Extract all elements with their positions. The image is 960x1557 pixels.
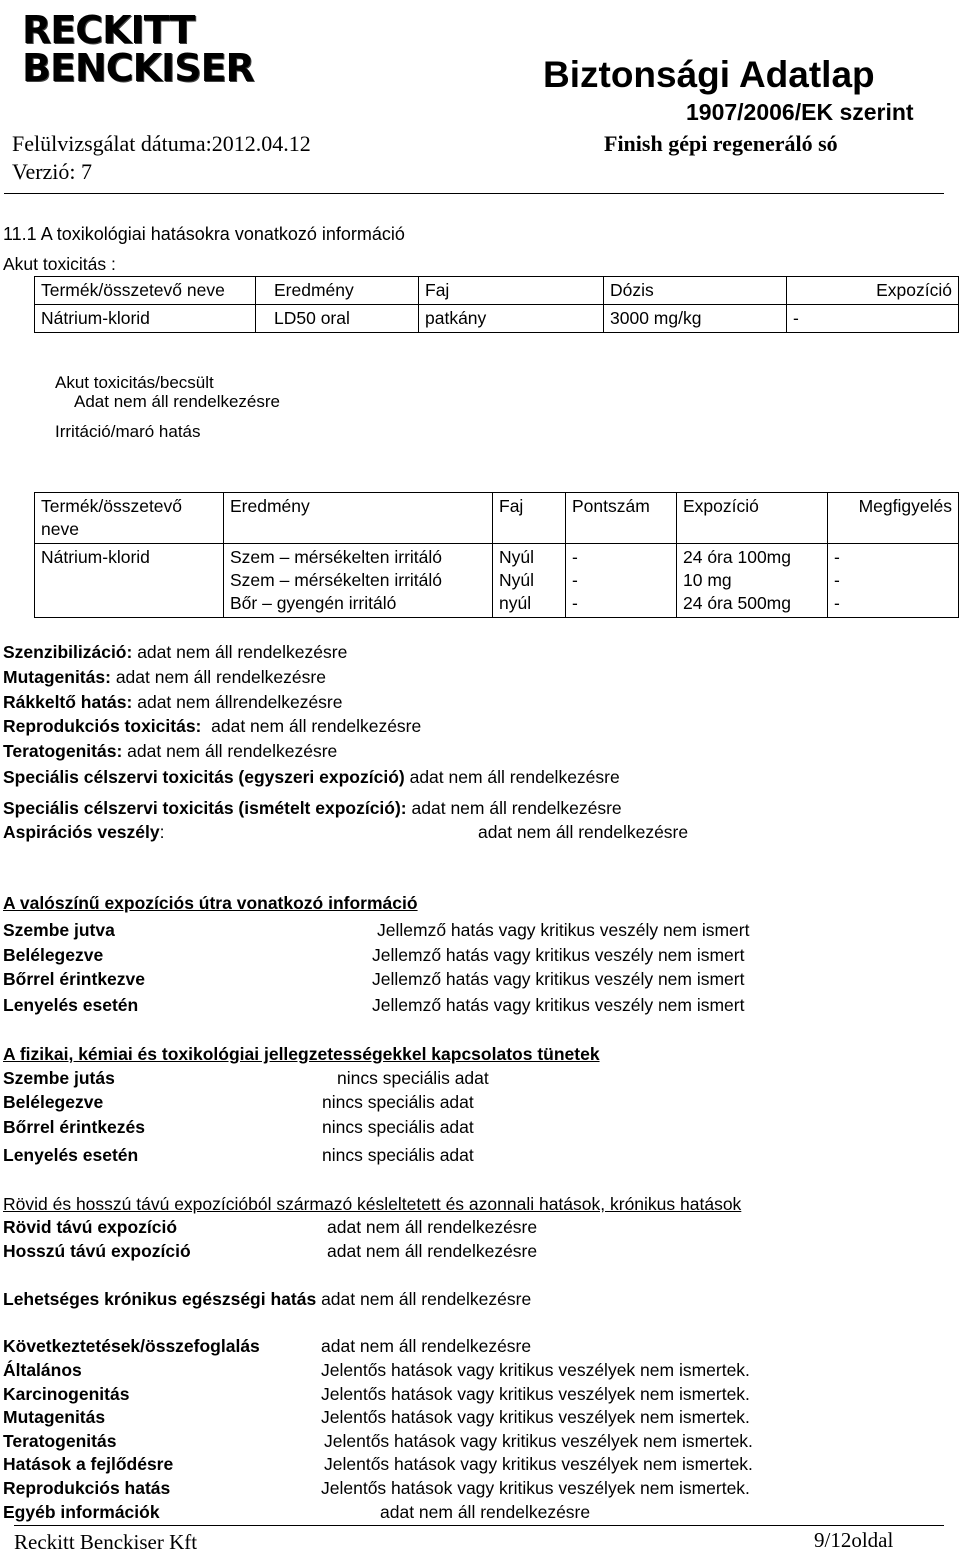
header-divider <box>4 193 944 194</box>
property-row <box>3 822 165 843</box>
conclusion-value: adat nem áll rendelkezésre <box>380 1502 591 1522</box>
regulation-reference: 1907/2006/EK szerint <box>686 99 914 125</box>
result-line: Bőr – gyengén irritáló <box>230 593 397 613</box>
conclusion-value: Jelentős hatások vagy kritikus veszélyek nem ismertek. <box>321 1407 750 1427</box>
property-colon: : <box>159 822 165 842</box>
document-title: Biztonsági Adatlap <box>543 54 875 95</box>
conclusion-label: Teratogenitás <box>3 1431 117 1451</box>
species-line: Nyúl <box>499 547 535 567</box>
score-line: - <box>572 570 578 590</box>
symptoms-heading: A fizikai, kémiai és toxikológiai jellegzetességekkel kapcsolatos tünetek <box>3 1044 600 1064</box>
symptom-label: Lenyelés esetén <box>3 1145 139 1165</box>
conclusion-label: Egyéb információk <box>3 1502 160 1522</box>
table-row <box>35 544 959 618</box>
result-line: Szem – mérsékelten irritáló <box>230 570 443 590</box>
property-label: Speciális célszervi toxicitás (egyszeri expozíció) <box>3 767 405 787</box>
chronic-row <box>3 1289 531 1310</box>
header-cell: Expozíció <box>787 277 959 305</box>
observation-line: - <box>834 570 840 590</box>
product-name: Finish gépi regeneráló só <box>604 131 838 156</box>
acute-toxicity-table <box>34 276 959 333</box>
score-line: - <box>572 593 578 613</box>
property-label: Mutagenitás: <box>3 667 111 687</box>
delayed-label: Hosszú távú expozíció <box>3 1241 191 1261</box>
chronic-label: Lehetséges krónikus egészségi hatás <box>3 1289 317 1309</box>
exposure-line: 10 mg <box>683 570 732 590</box>
property-value: adat nem áll rendelkezésre <box>211 716 422 736</box>
cell-result: LD50 oral <box>256 305 419 333</box>
property-value: adat nem áll rendelkezésre <box>411 798 622 818</box>
irritation-table <box>34 492 959 618</box>
property-value: adat nem áll rendelkezésre <box>409 767 620 787</box>
property-row <box>3 741 337 762</box>
species-line: Nyúl <box>499 570 535 590</box>
route-label: Szembe jutva <box>3 920 115 940</box>
exposure-line: 24 óra 500mg <box>683 593 791 613</box>
route-label: Bőrrel érintkezve <box>3 969 146 989</box>
property-label: Rákkeltő hatás: <box>3 692 133 712</box>
property-row <box>3 692 343 713</box>
delayed-effects-heading: Rövid és hosszú távú expozícióból származó késleltetett és azonnali hatások, krónikus hatások <box>3 1194 742 1214</box>
property-label: Szenzibilizáció: <box>3 642 133 662</box>
symptom-label: Szembe jutás <box>3 1068 115 1088</box>
property-row <box>3 767 620 788</box>
acute-estimated-value: Adat nem áll rendelkezésre <box>74 392 281 411</box>
symptom-value: nincs speciális adat <box>322 1117 474 1137</box>
route-label: Lenyelés esetén <box>3 995 139 1015</box>
header-cell: Faj <box>493 493 566 544</box>
header-cell: Eredmény <box>224 493 493 544</box>
score-line: - <box>572 547 578 567</box>
property-row <box>3 798 622 819</box>
route-value: Jellemző hatás vagy kritikus veszély nem ismert <box>372 969 745 989</box>
cell-scores <box>566 544 677 618</box>
table-row <box>35 305 959 333</box>
company-logo <box>22 6 254 90</box>
property-label: Reprodukciós toxicitás: <box>3 716 202 736</box>
acute-toxicity-heading: Akut toxicitás : <box>3 254 116 274</box>
property-row <box>3 642 347 663</box>
cell-dose: 3000 mg/kg <box>604 305 787 333</box>
irritation-heading: Irritáció/maró hatás <box>55 422 201 441</box>
delayed-value: adat nem áll rendelkezésre <box>327 1217 538 1237</box>
conclusion-label: Következtetések/összefoglalás <box>3 1336 260 1356</box>
conclusion-value: Jelentős hatások vagy kritikus veszélyek nem ismertek. <box>321 1384 750 1404</box>
header-cell: Faj <box>419 277 604 305</box>
route-value: Jellemző hatás vagy kritikus veszély nem ismert <box>377 920 750 940</box>
cell-exposures <box>677 544 828 618</box>
property-value: adat nem áll rendelkezésre <box>137 642 348 662</box>
footer-company: Reckitt Benckiser Kft <box>14 1530 198 1554</box>
table-header-row <box>35 493 959 544</box>
conclusion-label: Karcinogenitás <box>3 1384 130 1404</box>
delayed-label: Rövid távú expozíció <box>3 1217 178 1237</box>
header-cell: Termék/összetevő neve <box>35 277 256 305</box>
version: Verzió: 7 <box>12 159 93 184</box>
property-label: Teratogenitás: <box>3 741 123 761</box>
conclusion-value: Jelentős hatások vagy kritikus veszélyek nem ismertek. <box>324 1454 753 1474</box>
header-cell: Dózis <box>604 277 787 305</box>
observation-line: - <box>834 547 840 567</box>
delayed-value: adat nem áll rendelkezésre <box>327 1241 538 1261</box>
symptom-label: Belélegezve <box>3 1092 104 1112</box>
header-cell: Megfigyelés <box>828 493 959 544</box>
property-value: adat nem áll rendelkezésre <box>115 667 326 687</box>
property-label: Speciális célszervi toxicitás (ismételt expozíció): <box>3 798 407 818</box>
property-value: adat nem állrendelkezésre <box>137 692 343 712</box>
property-value: adat nem áll rendelkezésre <box>478 822 689 842</box>
review-date: Felülvizsgálat dátuma:2012.04.12 <box>12 131 311 156</box>
logo-line-1: RECKITT <box>22 8 195 52</box>
routes-heading: A valószínű expozíciós útra vonatkozó információ <box>3 893 418 913</box>
property-value: adat nem áll rendelkezésre <box>127 741 338 761</box>
conclusion-label: Hatások a fejlődésre <box>3 1454 174 1474</box>
route-label: Belélegezve <box>3 945 104 965</box>
conclusion-label: Mutagenitás <box>3 1407 106 1427</box>
chronic-value: adat nem áll rendelkezésre <box>321 1289 532 1309</box>
cell-observations <box>828 544 959 618</box>
footer-page-number: 9/12oldal <box>814 1528 894 1552</box>
cell-species <box>493 544 566 618</box>
species-line: nyúl <box>499 593 532 613</box>
cell-product: Nátrium-klorid <box>35 305 256 333</box>
cell-results <box>224 544 493 618</box>
header-cell: Expozíció <box>677 493 828 544</box>
conclusion-label: Reprodukciós hatás <box>3 1478 171 1498</box>
conclusion-value: adat nem áll rendelkezésre <box>321 1336 532 1356</box>
observation-line: - <box>834 593 840 613</box>
symptom-value: nincs speciális adat <box>322 1145 474 1165</box>
footer-divider <box>14 1525 944 1526</box>
table-header-row <box>35 277 959 305</box>
conclusion-value: Jelentős hatások vagy kritikus veszélyek nem ismertek. <box>324 1431 753 1451</box>
symptom-label: Bőrrel érintkezés <box>3 1117 146 1137</box>
property-row <box>3 716 421 737</box>
acute-estimated-heading: Akut toxicitás/becsült <box>55 373 214 392</box>
property-label: Aspirációs veszély <box>3 822 160 842</box>
conclusion-value: Jelentős hatások vagy kritikus veszélyek nem ismertek. <box>321 1478 750 1498</box>
route-value: Jellemző hatás vagy kritikus veszély nem ismert <box>372 945 745 965</box>
header-cell: Eredmény <box>256 277 419 305</box>
cell-product: Nátrium-klorid <box>35 544 224 618</box>
section-title: 11.1 A toxikológiai hatásokra vonatkozó információ <box>3 224 405 244</box>
result-line: Szem – mérsékelten irritáló <box>230 547 443 567</box>
header-cell: Termék/összetevő neve <box>35 493 224 544</box>
cell-species: patkány <box>419 305 604 333</box>
symptom-value: nincs speciális adat <box>337 1068 489 1088</box>
conclusion-label: Általános <box>3 1360 82 1380</box>
logo-line-2: BENCKISER <box>22 46 254 90</box>
exposure-line: 24 óra 100mg <box>683 547 791 567</box>
property-row <box>3 667 326 688</box>
header-cell: Pontszám <box>566 493 677 544</box>
conclusion-value: Jelentős hatások vagy kritikus veszélyek nem ismertek. <box>321 1360 750 1380</box>
cell-exposure: - <box>787 305 959 333</box>
symptom-value: nincs speciális adat <box>322 1092 474 1112</box>
route-value: Jellemző hatás vagy kritikus veszély nem ismert <box>372 995 745 1015</box>
